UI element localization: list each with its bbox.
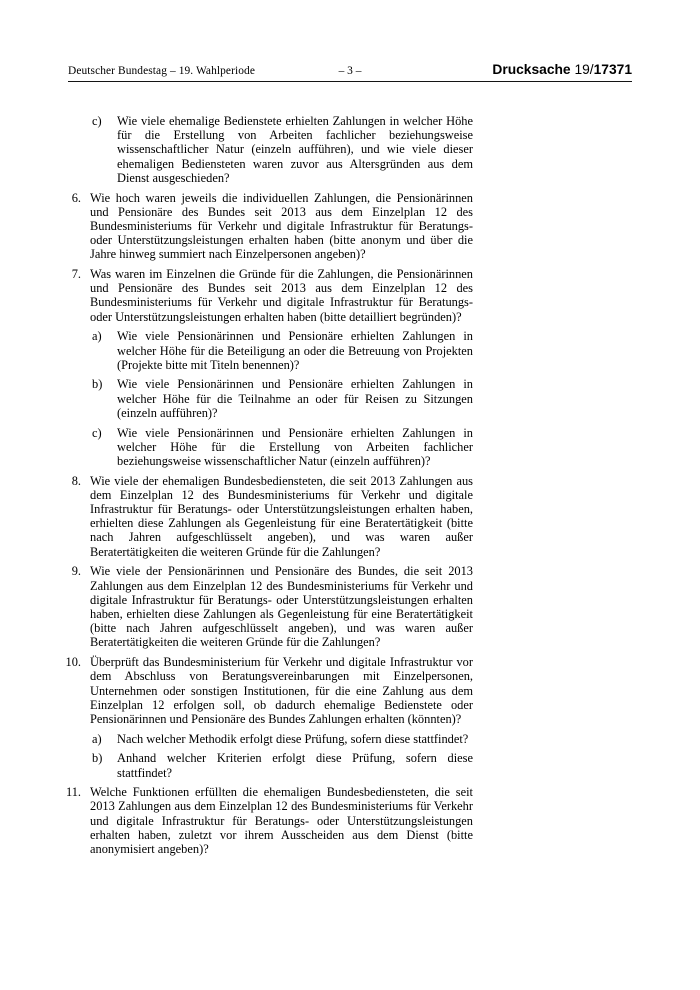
question-item-6: [62, 191, 473, 262]
subitem-marker: b): [92, 377, 103, 392]
item-text: Wie viele der ehemaligen Bundesbediensteten, die seit 2013 Zahlungen aus dem Einzelplan 12 des Bundesministeriums für Verkehr und digitale Infrastruktur für Beratungs- oder Unterstützungsleistungen erhalten haben, erhielten diese Zahlungen als Gegenleistung für eine Beratertätigkeit (bitte nach Jahren aufgeschlüsselt angeben), und was waren außer Beratertätigkeiten die weiteren Gründe für die Zahlungen?: [90, 473, 473, 559]
subitem-10a: [92, 732, 473, 746]
doc-number-value: 17371: [593, 62, 632, 77]
item-text: Wie viele der Pensionärinnen und Pensionäre des Bundes, die seit 2013 Zahlungen aus dem Einzelplan 12 des Bundesministeriums für Verkehr und digitale Infrastruktur für Beratungs- oder Unterstützungsleistungen erhalten haben, erhielten diese Zahlungen als Gegenleistung für eine Beratertätigkeit (bitte nach Jahren aufgeschlüsselt angeben), und was waren außer Beratertätigkeiten die weiteren Gründe für die Zahlungen?: [90, 564, 473, 650]
question-item-continued: [62, 114, 473, 185]
item-text: Welche Funktionen erfüllten die ehemaligen Bundesbediensteten, die seit 2013 Zahlungen aus dem Einzelplan 12 des Bundesministeriums für Verkehr und digitale Infrastruktur für Beratungs- oder Unterstützungsleistungen erhalten haben, zuletzt vor ihrem Ausscheiden aus dem Dienst (bitte anonymisiert angeben)?: [90, 785, 473, 857]
item-marker-empty: [62, 114, 90, 185]
question-item-11: [62, 785, 473, 856]
subitem-c-continued: [92, 114, 473, 185]
subitem-text: Wie viele Pensionärinnen und Pensionäre erhielten Zahlungen in welcher Höhe für die Erstellung von Arbeiten fachlicher beziehungsweise wissenschaftlicher Natur (einzeln aufführen)?: [117, 425, 473, 468]
question-item-9: [62, 564, 473, 649]
subitem-10b: [92, 751, 473, 779]
item-marker: 8.: [71, 473, 81, 488]
subitem-7a: [92, 329, 473, 372]
page-header: [68, 62, 632, 82]
item-text: Wie hoch waren jeweils die individuellen Zahlungen, die Pensionärinnen und Pensionäre des Bundes seit 2013 aus dem Einzelplan 12 des Bundesministeriums für Verkehr und digitale Infrastruktur für Beratungs- oder Unterstützungsleistungen erhalten haben (bitte anonym und über die Jahre hinweg summiert nach Einzelpersonen angeben)?: [90, 190, 473, 262]
header-page-number: – 3 –: [338, 65, 362, 77]
question-item-10: [62, 655, 473, 780]
subitem-marker: c): [92, 114, 102, 128]
subitem-text: Wie viele Pensionärinnen und Pensionäre erhielten Zahlungen in welcher Höhe für die Teilnahme an oder für Reisen zu Sitzungen (einzeln aufführen)?: [117, 377, 473, 420]
subitem-marker: a): [92, 731, 102, 746]
subitem-text: Nach welcher Methodik erfolgt diese Prüfung, sofern diese stattfindet?: [117, 731, 469, 746]
item-text: Überprüft das Bundesministerium für Verkehr und digitale Infrastruktur vor dem Abschluss von Beratungsvereinbarungen mit Einzelpersonen, Unternehmen oder sonstigen Institutionen, für die eine Zahlung aus dem Einzelplan 12 erfolgen soll, ob dadurch ehemalige Bedienstete oder Pensionärinnen und Pensionäre des Bundes Zahlungen erhalten (könnten)?: [90, 655, 473, 726]
header-left-text: Deutscher Bundestag – 19. Wahlperiode: [68, 65, 255, 77]
subitem-text: Wie viele ehemalige Bedienstete erhielten Zahlungen in welcher Höhe für die Erstellung von Arbeiten fachlicher beziehungsweise wissenschaftlicher Natur (einzeln aufführen), und wie viele dieser ehemaligen Bediensteten waren zuvor aus Altersgründen aus dem Dienst ausgeschieden?: [117, 114, 473, 185]
subitem-7b: [92, 377, 473, 420]
subitem-text: Anhand welcher Kriterien erfolgt diese Prüfung, sofern diese stattfindet?: [117, 751, 473, 780]
header-doc-number: [361, 62, 632, 77]
drucksache-label: Drucksache: [492, 62, 571, 77]
subitem-marker: c): [92, 425, 102, 440]
item-marker: 9.: [71, 564, 81, 579]
doc-number-prefix: 19/: [574, 62, 594, 77]
subitem-marker: a): [92, 329, 102, 344]
item-marker: 6.: [71, 190, 81, 205]
item-marker: 10.: [65, 655, 81, 670]
question-item-8: [62, 474, 473, 559]
item-text: Was waren im Einzelnen die Gründe für die Zahlungen, die Pensionärinnen und Pensionäre des Bundes seit 2013 aus dem Einzelplan 12 des Bundesministeriums für Verkehr und digitale Infrastruktur für Beratungs- oder Unterstützungsleistungen erhalten haben (bitte detailliert begründen)?: [90, 267, 473, 324]
item-marker: 11.: [65, 785, 81, 800]
question-item-7: [62, 267, 473, 468]
subitem-marker: b): [92, 751, 103, 766]
subitem-text: Wie viele Pensionärinnen und Pensionäre erhielten Zahlungen in welcher Höhe für die Beteiligung an oder die Betreuung von Projekten (Projekte bitte mit Titeln benennen)?: [117, 329, 473, 372]
subitem-7c: [92, 426, 473, 469]
item-marker: 7.: [71, 267, 81, 282]
question-list: [62, 114, 473, 862]
